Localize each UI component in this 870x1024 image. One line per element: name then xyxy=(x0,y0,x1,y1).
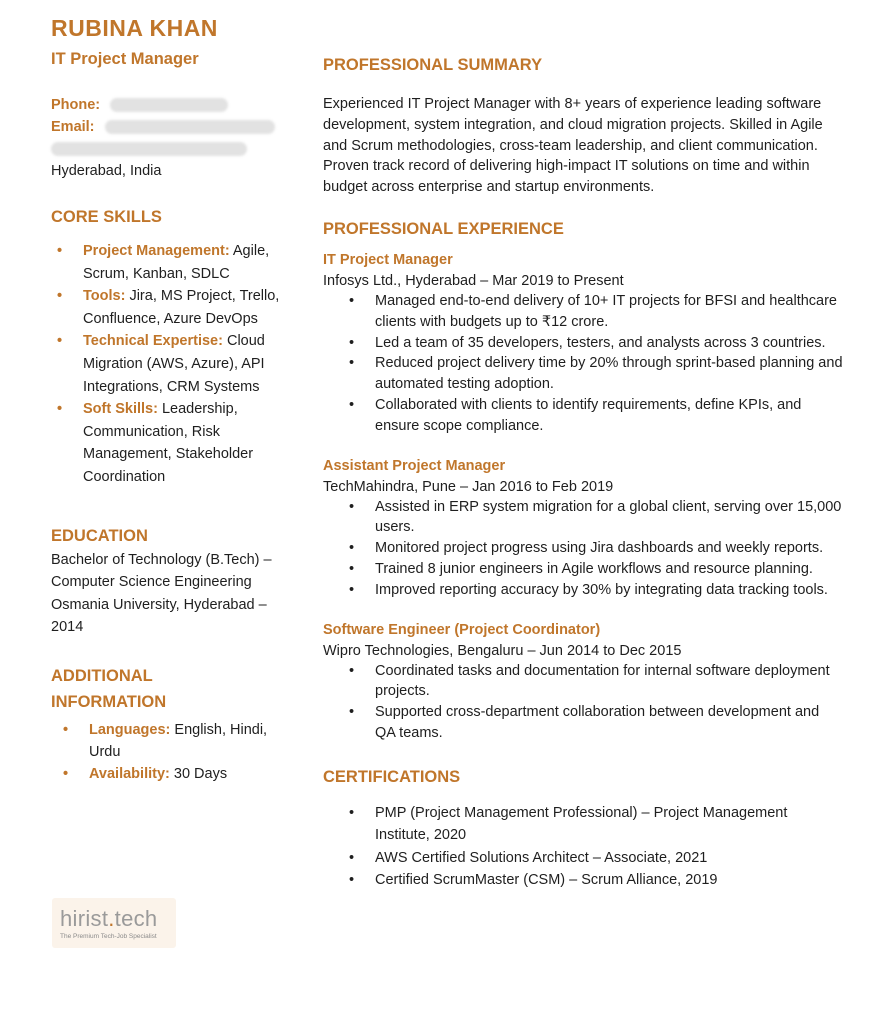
job-meta: TechMahindra, Pune – Jan 2016 to Feb 2019 xyxy=(323,478,614,495)
job-bullets xyxy=(323,291,843,437)
bullet-icon: • xyxy=(349,540,355,557)
bullet-icon: • xyxy=(57,333,63,350)
list-item: • Assisted in ERP system migration for a global client, serving over 15,000 users. xyxy=(349,498,842,536)
hirist-logo xyxy=(52,898,176,948)
redacted-phone xyxy=(110,98,228,112)
job-bullets xyxy=(323,497,843,601)
bullet-icon: • xyxy=(349,662,355,679)
job-bullets xyxy=(323,661,843,744)
summary-heading: PROFESSIONAL SUMMARY xyxy=(323,56,543,74)
bullet-icon: • xyxy=(349,334,355,351)
bullet-icon: • xyxy=(349,704,355,721)
email-row xyxy=(51,116,291,138)
summary-text: Experienced IT Project Manager with 8+ years of experience leading software development, system integration, and cloud migration projects. Skilled in Agile and Scrum methodologies, cross-team leadership, and client communication. Proven track record of delivering high-impact IT solutions on time and within budget across enterprise and startup environments. xyxy=(323,96,823,196)
job-title: IT Project Manager xyxy=(323,251,453,268)
logo-tagline: The Premium Tech-Job Specialist xyxy=(60,933,157,940)
list-item: • Managed end-to-end delivery of 10+ IT projects for BFSI and healthcare clients with budgets up to ₹12 crore. xyxy=(349,292,837,330)
job-entry xyxy=(323,620,843,744)
phone-row xyxy=(51,94,291,116)
bullet-icon: • xyxy=(349,396,355,413)
certifications-list xyxy=(323,802,843,892)
list-item: • Monitored project progress using Jira dashboards and weekly reports. xyxy=(323,538,843,559)
logo-brand: hirist.tech xyxy=(60,906,158,931)
skills-list xyxy=(51,240,291,489)
skill-item: • Soft Skills: Leadership, Communication, Risk Management, Stakeholder Coordination xyxy=(51,398,291,488)
info-item: • Availability: 30 Days xyxy=(51,763,291,785)
candidate-name: RUBINA KHAN xyxy=(51,15,218,41)
education-degree: Bachelor of Technology (B.Tech) – Computer Science Engineering xyxy=(51,551,272,591)
redacted-line xyxy=(51,142,247,156)
bullet-icon: • xyxy=(57,243,63,259)
redacted-row xyxy=(51,138,291,160)
list-item: • Led a team of 35 developers, testers, and analysts across 3 countries. xyxy=(323,333,843,354)
job-meta: Infosys Ltd., Hyderabad – Mar 2019 to Present xyxy=(323,272,624,289)
list-item: • Trained 8 junior engineers in Agile workflows and resource planning. xyxy=(323,559,843,580)
list-item: • Reduced project delivery time by 20% through sprint-based planning and automated testing adoption. xyxy=(349,355,843,393)
bullet-icon: • xyxy=(57,288,63,305)
list-item: • Collaborated with clients to identify requirements, define KPIs, and ensure scope compliance. xyxy=(349,396,802,434)
email-label: Email: xyxy=(51,119,95,135)
left-column xyxy=(51,14,291,785)
experience-heading: PROFESSIONAL EXPERIENCE xyxy=(323,219,564,238)
bullet-icon: • xyxy=(349,498,355,515)
info-item: • Languages: English, Hindi, Urdu xyxy=(51,719,291,763)
bullet-icon: • xyxy=(63,765,69,782)
bullet-icon: • xyxy=(63,721,69,738)
education-school: Osmania University, Hyderabad – 2014 xyxy=(51,596,267,636)
location: Hyderabad, India xyxy=(51,163,162,179)
skill-item: • Tools: Jira, MS Project, Trello, Confluence, Azure DevOps xyxy=(51,285,291,330)
candidate-role: IT Project Manager xyxy=(51,50,199,68)
bullet-icon: • xyxy=(349,292,355,309)
skill-item: • Technical Expertise: Cloud Migration (AWS, Azure), API Integrations, CRM Systems xyxy=(51,330,291,398)
certifications-heading: CERTIFICATIONS xyxy=(323,767,461,786)
list-item: • PMP (Project Management Professional) – Project Management Institute, 2020 xyxy=(323,802,843,847)
job-title: Assistant Project Manager xyxy=(323,457,506,474)
job-title: Software Engineer (Project Coordinator) xyxy=(323,621,601,638)
phone-label: Phone: xyxy=(51,97,101,113)
bullet-icon: • xyxy=(349,355,355,372)
bullet-icon: • xyxy=(349,872,355,889)
list-item: • Improved reporting accuracy by 30% by integrating data tracking tools. xyxy=(323,580,843,601)
list-item: • Coordinated tasks and documentation for internal software deployment projects. xyxy=(349,662,830,700)
job-entry xyxy=(323,250,843,437)
education-heading: EDUCATION xyxy=(51,526,148,545)
list-item: • Supported cross-department collaboration between development and QA teams. xyxy=(349,704,820,741)
bullet-icon: • xyxy=(57,401,63,418)
skills-heading: CORE SKILLS xyxy=(51,208,162,226)
right-column xyxy=(323,52,843,892)
additional-list xyxy=(51,719,291,785)
job-entry xyxy=(323,456,843,601)
bullet-icon: • xyxy=(349,560,355,577)
additional-heading: ADDITIONAL INFORMATION xyxy=(51,666,167,711)
bullet-icon: • xyxy=(349,849,355,866)
list-item: • Certified ScrumMaster (CSM) – Scrum Alliance, 2019 xyxy=(323,869,843,892)
bullet-icon: • xyxy=(349,581,355,598)
list-item: • AWS Certified Solutions Architect – Associate, 2021 xyxy=(323,847,843,870)
redacted-email xyxy=(105,120,275,134)
bullet-icon: • xyxy=(349,804,355,821)
skill-item: • Project Management: Agile, Scrum, Kanban, SDLC xyxy=(51,240,291,285)
contact-block xyxy=(51,94,291,182)
job-meta: Wipro Technologies, Bengaluru – Jun 2014 to Dec 2015 xyxy=(323,642,682,659)
